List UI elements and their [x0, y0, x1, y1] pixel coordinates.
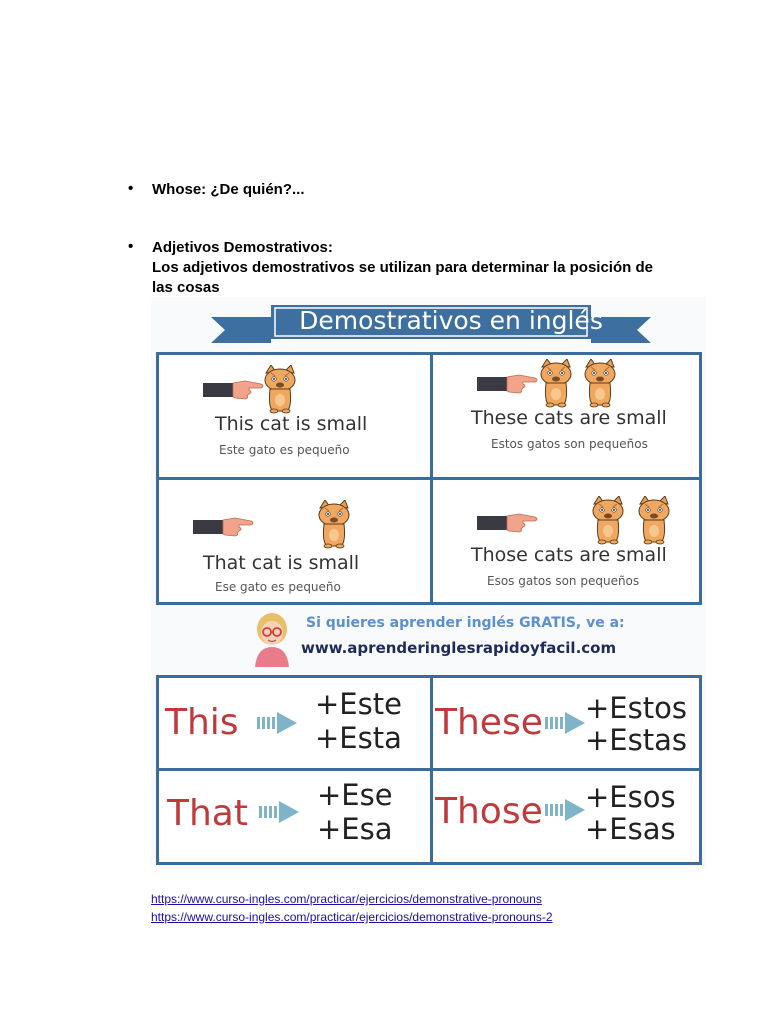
bullet-dot: •	[128, 238, 134, 255]
exercise-link-2[interactable]: https://www.curso-ingles.com/practicar/ejercicios/demonstrative-pronouns-2	[151, 910, 553, 924]
spanish-masculine: +Estos	[585, 691, 687, 725]
bullet-text: Whose: ¿De quién?...	[152, 181, 305, 198]
spanish-masculine: +Este	[315, 687, 402, 721]
example-english: These cats are small	[471, 407, 667, 429]
demonstratives-table	[156, 675, 702, 865]
example-spanish: Este gato es pequeño	[219, 443, 350, 457]
teacher-avatar-icon	[251, 611, 293, 667]
bullet-description: Los adjetivos demostrativos se utilizan para determinar la posición de	[152, 259, 653, 276]
examples-grid	[156, 352, 702, 605]
demonstrative-word: These	[435, 702, 543, 743]
demonstrative-word: This	[165, 702, 239, 743]
bullet-heading: Adjetivos Demostrativos:	[152, 239, 333, 256]
infographic-title: Demostrativos en inglés	[299, 306, 603, 335]
bullet-description-cont: las cosas	[152, 279, 220, 296]
demonstrative-word: Those	[435, 791, 543, 832]
cat-icon	[539, 359, 573, 409]
pointing-hand-icon	[477, 373, 539, 395]
example-spanish: Esos gatos son pequeños	[487, 574, 640, 588]
table-cell-those	[433, 771, 699, 862]
example-cell-those	[433, 480, 699, 602]
spanish-feminine: +Esa	[317, 812, 393, 846]
table-cell-that	[159, 771, 430, 862]
promo-banner	[251, 609, 701, 669]
cat-icon	[317, 500, 351, 550]
pointing-hand-icon	[203, 379, 265, 401]
cat-icon	[263, 365, 297, 415]
spanish-feminine: +Esas	[585, 812, 676, 846]
example-cell-that	[159, 480, 430, 602]
cat-icon	[637, 496, 671, 546]
example-english: That cat is small	[203, 552, 360, 574]
arrow-right-icon	[545, 799, 587, 821]
spanish-feminine: +Esta	[315, 721, 402, 755]
arrow-right-icon	[257, 712, 299, 734]
demonstratives-infographic	[151, 297, 706, 867]
promo-text: Si quieres aprender inglés GRATIS, ve a:	[306, 615, 625, 631]
example-cell-this	[159, 355, 430, 477]
example-english: Those cats are small	[471, 544, 667, 566]
cat-icon	[583, 359, 617, 409]
demonstrative-word: That	[167, 793, 248, 834]
example-spanish: Ese gato es pequeño	[215, 580, 341, 594]
pointing-hand-icon	[477, 512, 539, 534]
example-cell-these	[433, 355, 699, 477]
exercise-link-1[interactable]: https://www.curso-ingles.com/practicar/ejercicios/demonstrative-pronouns	[151, 892, 542, 906]
arrow-right-icon	[259, 801, 301, 823]
spanish-masculine: +Ese	[317, 778, 393, 812]
example-spanish: Estos gatos son pequeños	[491, 437, 648, 451]
spanish-feminine: +Estas	[585, 723, 687, 757]
bullet-dot: •	[128, 180, 134, 197]
arrow-right-icon	[545, 712, 587, 734]
table-cell-these	[433, 678, 699, 768]
cat-icon	[591, 496, 625, 546]
pointing-hand-icon	[193, 516, 255, 538]
table-cell-this	[159, 678, 430, 768]
promo-website: www.aprenderinglesrapidoyfacil.com	[301, 639, 617, 657]
example-english: This cat is small	[215, 413, 368, 435]
spanish-masculine: +Esos	[585, 780, 676, 814]
